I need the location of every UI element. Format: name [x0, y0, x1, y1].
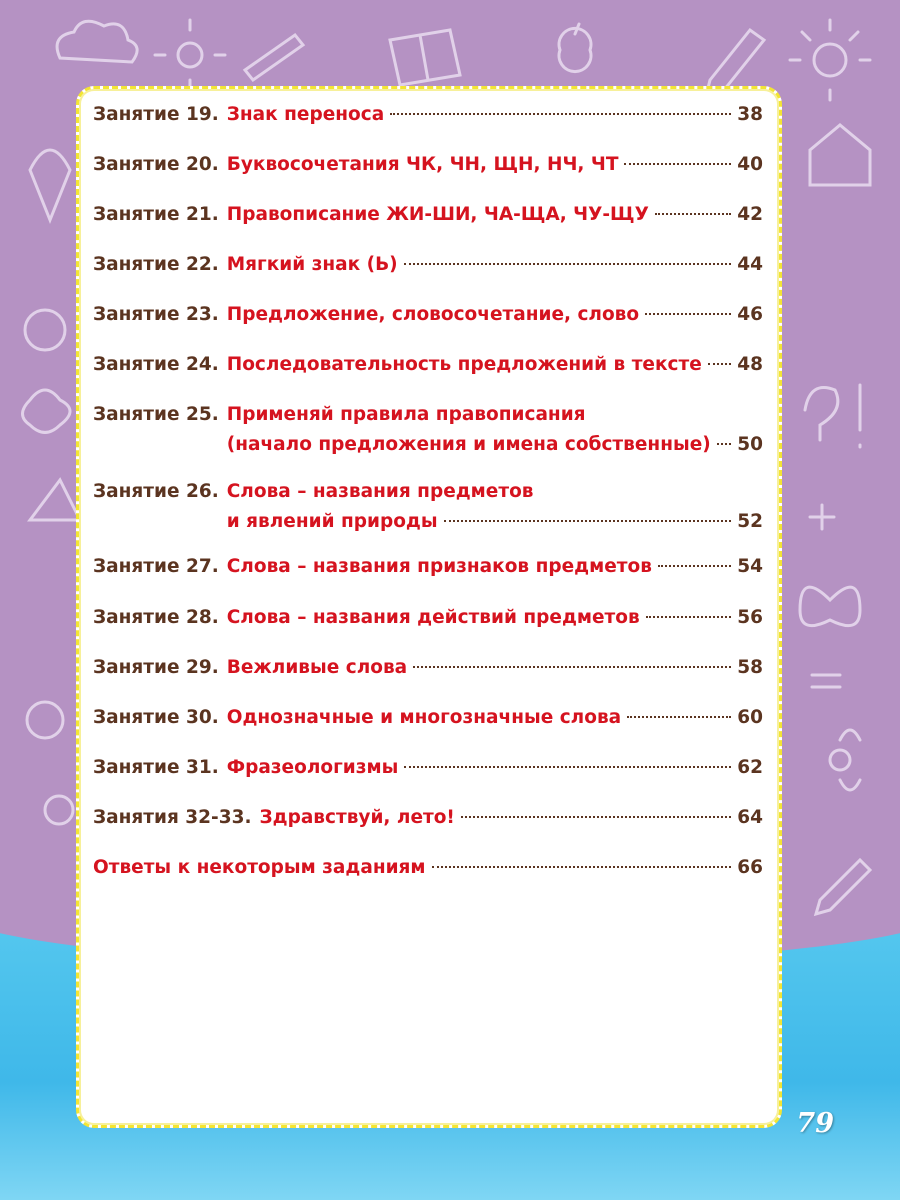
- toc-entry[interactable]: [93, 753, 763, 783]
- lesson-title: Последовательность предложений в тексте: [226, 354, 702, 375]
- lesson-label: Занятие 23.: [93, 304, 219, 325]
- house-doodle: [810, 125, 870, 185]
- leader-dots: [645, 313, 731, 315]
- toc-entry[interactable]: [93, 100, 763, 130]
- apple2-doodle: [45, 796, 73, 824]
- lesson-label: Занятия 32-33.: [93, 807, 252, 828]
- toc-entry[interactable]: [93, 653, 763, 683]
- lesson-label: Занятие 24.: [93, 354, 219, 375]
- toc-entry[interactable]: [93, 603, 763, 633]
- plus-doodle: [810, 505, 834, 529]
- toc-entry[interactable]: [93, 400, 763, 460]
- triangle-doodle: [30, 480, 80, 520]
- leader-dots: [646, 616, 732, 618]
- page-ref: 52: [737, 511, 763, 532]
- splash-doodle: [23, 390, 71, 433]
- lesson-title: Применяй правила правописания: [226, 404, 586, 425]
- lesson-label: Занятие 20.: [93, 154, 219, 175]
- page-ref: 46: [737, 304, 763, 325]
- leader-dots: [717, 443, 732, 445]
- lesson-title: Мягкий знак (Ь): [226, 254, 398, 275]
- page-ref: 64: [737, 807, 763, 828]
- leader-dots: [708, 363, 731, 365]
- toc-entry[interactable]: [93, 250, 763, 280]
- page-ref: 38: [737, 104, 763, 125]
- leader-dots: [461, 816, 731, 818]
- page-ref: 54: [737, 556, 763, 577]
- book-doodle: [390, 30, 460, 85]
- face-doodle: [25, 310, 65, 350]
- lesson-label: Занятие 19.: [93, 104, 219, 125]
- toc-entry[interactable]: [93, 803, 763, 833]
- page-ref: 40: [737, 154, 763, 175]
- lesson-label: Занятие 26.: [93, 481, 219, 502]
- lesson-title: Однозначные и многозначные слова: [226, 707, 622, 728]
- page-ref: 58: [737, 657, 763, 678]
- lesson-label: Занятие 31.: [93, 757, 219, 778]
- toc-entry[interactable]: [93, 703, 763, 733]
- equals-doodle: [812, 675, 840, 687]
- leader-dots: [624, 163, 731, 165]
- toc-entry[interactable]: [93, 477, 763, 537]
- table-of-contents-card: [76, 86, 782, 1128]
- lesson-label: Занятие 22.: [93, 254, 219, 275]
- leader-dots: [390, 113, 731, 115]
- lesson-title: Правописание ЖИ-ШИ, ЧА-ЩА, ЧУ-ЩУ: [226, 204, 649, 225]
- lesson-title: Фразеологизмы: [226, 757, 399, 778]
- page-ref: 62: [737, 757, 763, 778]
- lesson-title: Слова – названия действий предметов: [226, 607, 640, 628]
- flower-doodle: [155, 20, 225, 90]
- leader-dots: [404, 263, 732, 265]
- page-number: 79: [796, 1108, 834, 1139]
- lesson-subtitle: (начало предложения и имена собственные): [226, 434, 711, 455]
- sun-doodle: [790, 20, 870, 100]
- toc-entry[interactable]: [93, 150, 763, 180]
- lesson-label: Занятие 30.: [93, 707, 219, 728]
- page-ref: 60: [737, 707, 763, 728]
- lesson-label: Занятие 28.: [93, 607, 219, 628]
- page-ref: 66: [737, 857, 763, 878]
- globe-doodle: [27, 702, 63, 738]
- page-ref: 50: [737, 434, 763, 455]
- toc-entry-answers[interactable]: [93, 853, 763, 883]
- page-ref: 56: [737, 607, 763, 628]
- lesson-title: Вежливые слова: [226, 657, 408, 678]
- answers-title: Ответы к некоторым заданиям: [93, 857, 426, 878]
- toc-entry[interactable]: [93, 552, 763, 582]
- leader-dots: [413, 666, 731, 668]
- page-ref: 44: [737, 254, 763, 275]
- lesson-label: Занятие 25.: [93, 404, 219, 425]
- lesson-label: Занятие 29.: [93, 657, 219, 678]
- leader-dots: [658, 565, 731, 567]
- lesson-title: Знак переноса: [226, 104, 385, 125]
- page-ref: 42: [737, 204, 763, 225]
- page-ref: 48: [737, 354, 763, 375]
- leader-dots: [432, 866, 732, 868]
- lesson-title-continued: и явлений природы: [226, 511, 438, 532]
- lesson-title: Слова – названия предметов: [226, 481, 534, 502]
- cloud-doodle: [57, 21, 137, 62]
- leader-dots: [444, 520, 732, 522]
- leader-dots: [627, 716, 731, 718]
- lesson-label: Занятие 27.: [93, 556, 219, 577]
- butterfly-doodle: [800, 587, 860, 625]
- lesson-title: Здравствуй, лето!: [259, 807, 455, 828]
- icecream-doodle: [30, 150, 70, 220]
- leader-dots: [655, 213, 731, 215]
- toc-entry[interactable]: [93, 350, 763, 380]
- lesson-title: Слова – названия признаков предметов: [226, 556, 652, 577]
- lesson-title: Буквосочетания ЧК, ЧН, ЩН, НЧ, ЧТ: [226, 154, 619, 175]
- toc-entry[interactable]: [93, 300, 763, 330]
- leader-dots: [404, 766, 731, 768]
- apple-doodle: [559, 24, 591, 72]
- ruler-doodle: [245, 35, 303, 80]
- flower2-doodle: [830, 730, 860, 790]
- question-exclamation-doodle: [805, 385, 860, 447]
- lesson-label: Занятие 21.: [93, 204, 219, 225]
- toc-entry[interactable]: [93, 200, 763, 230]
- lesson-title: Предложение, словосочетание, слово: [226, 304, 640, 325]
